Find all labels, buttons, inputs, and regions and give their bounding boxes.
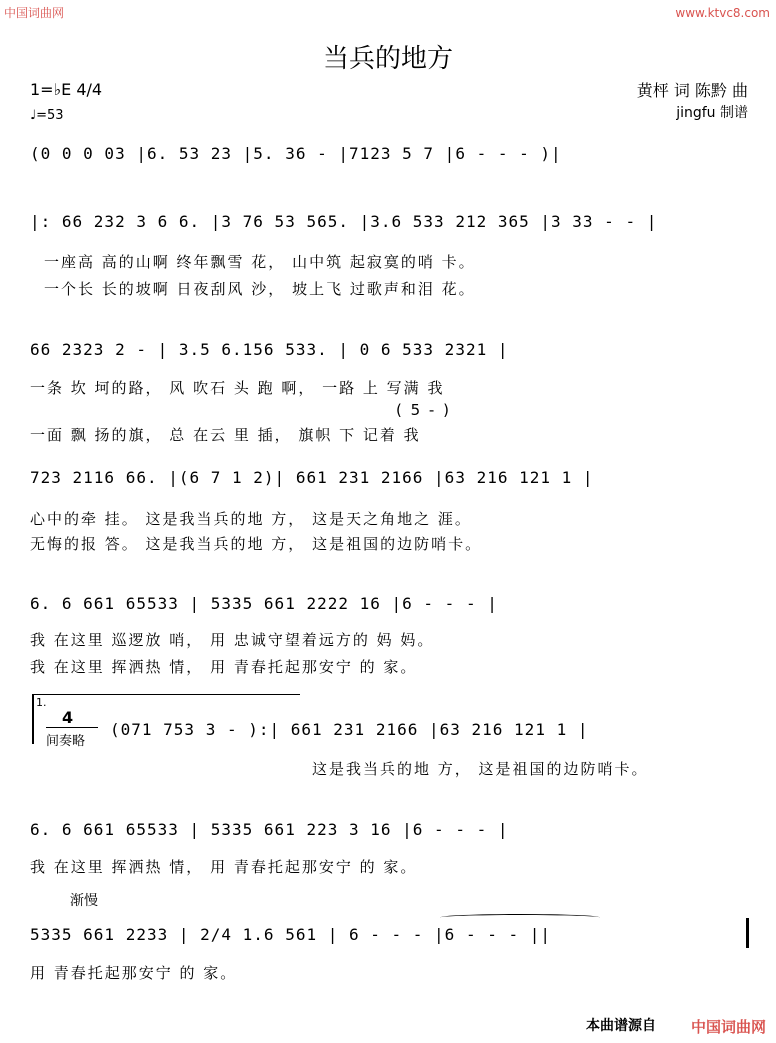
first-ending-bracket-left <box>32 694 34 744</box>
interlude-measures: 4 <box>62 708 74 727</box>
footer-source: 本曲谱源自 <box>586 1018 656 1034</box>
credits-arranger: jingfu 制谱 <box>676 105 748 121</box>
score-row-6-notes: (071 753 3 - ):| 661 231 2166 |63 216 121 1 | <box>110 720 589 739</box>
score-row-1-notes: (0 0 0 03 |6. 53 23 |5. 36 - |7123 5 7 |6 - - - )| <box>30 144 562 163</box>
score-row-4-lyric-1: 心中的牵 挂。 这是我当兵的地 方， 这是天之角地之 涯。 <box>30 510 472 528</box>
score-row-3-lyric-2: 一面 飘 扬的旗， 总 在云 里 插， 旗帜 下 记着 我 <box>30 426 421 444</box>
score-row-6-lyric-1: 这是我当兵的地 方， 这是祖国的边防哨卡。 <box>312 760 649 778</box>
score-row-2-lyric-1: 一座高 高的山啊 终年飘雪 花， 山中筑 起寂寞的哨 卡。 <box>44 253 476 271</box>
score-row-3-notes: 66 2323 2 - | 3.5 6.156 533. | 0 6 533 2321 | <box>30 340 509 359</box>
score-row-4-lyric-2: 无悔的报 答。 这是我当兵的地 方， 这是祖国的边防哨卡。 <box>30 535 483 553</box>
page-title: 当兵的地方 <box>322 44 453 74</box>
score-row-8-notes: 5335 661 2233 | 2/4 1.6 561 | 6 - - - |6 - - - || <box>30 925 552 944</box>
first-ending-bracket <box>32 694 300 695</box>
score-row-7-lyric-1: 我 在这里 挥洒热 情， 用 青春托起那安宁 的 家。 <box>30 858 418 876</box>
tie-arc <box>440 914 600 921</box>
ritardando-marking: 渐慢 <box>70 893 98 909</box>
score-row-2-lyric-2: 一个长 长的坡啊 日夜刮风 沙， 坡上飞 过歌声和泪 花。 <box>44 280 476 298</box>
first-ending-label: 1. <box>36 696 47 709</box>
watermark-right: www.ktvc8.com <box>675 6 770 20</box>
watermark-left: 中国词曲网 <box>4 6 65 20</box>
score-row-3-lyric-1: 一条 坎 坷的路， 风 吹石 头 跑 啊， 一路 上 写满 我 <box>30 379 445 397</box>
score-row-5-lyric-1: 我 在这里 巡逻放 哨， 用 忠诚守望着远方的 妈 妈。 <box>30 631 435 649</box>
interlude-divider <box>46 727 98 728</box>
credits-composer: 黄枰 词 陈黔 曲 <box>636 81 748 100</box>
score-row-8-lyric-1: 用 青春托起那安宁 的 家。 <box>30 964 238 982</box>
score-row-5-lyric-2: 我 在这里 挥洒热 情， 用 青春托起那安宁 的 家。 <box>30 658 418 676</box>
tempo-marking: ♩=53 <box>30 108 64 123</box>
score-row-4-notes: 723 2116 66. |(6 7 1 2)| 661 231 2166 |63 216 121 1 | <box>30 468 594 487</box>
score-row-5-notes: 6. 6 661 65533 | 5335 661 2222 16 |6 - - - | <box>30 594 498 613</box>
score-row-7-notes: 6. 6 661 65533 | 5335 661 223 3 16 |6 - - - | <box>30 820 509 839</box>
score-row-2-notes: |: 66 232 3 6 6. |3 76 53 565. |3.6 533 212 365 |3 33 - - | <box>30 212 658 231</box>
score-row-3-bracket: ( 5 - ) <box>396 401 451 419</box>
interlude-label: 间奏略 <box>46 734 86 749</box>
key-signature: 1=♭E 4/4 <box>30 80 103 99</box>
final-barline <box>746 918 749 948</box>
footer-brand-logo: 中国词曲网 <box>690 1018 766 1036</box>
